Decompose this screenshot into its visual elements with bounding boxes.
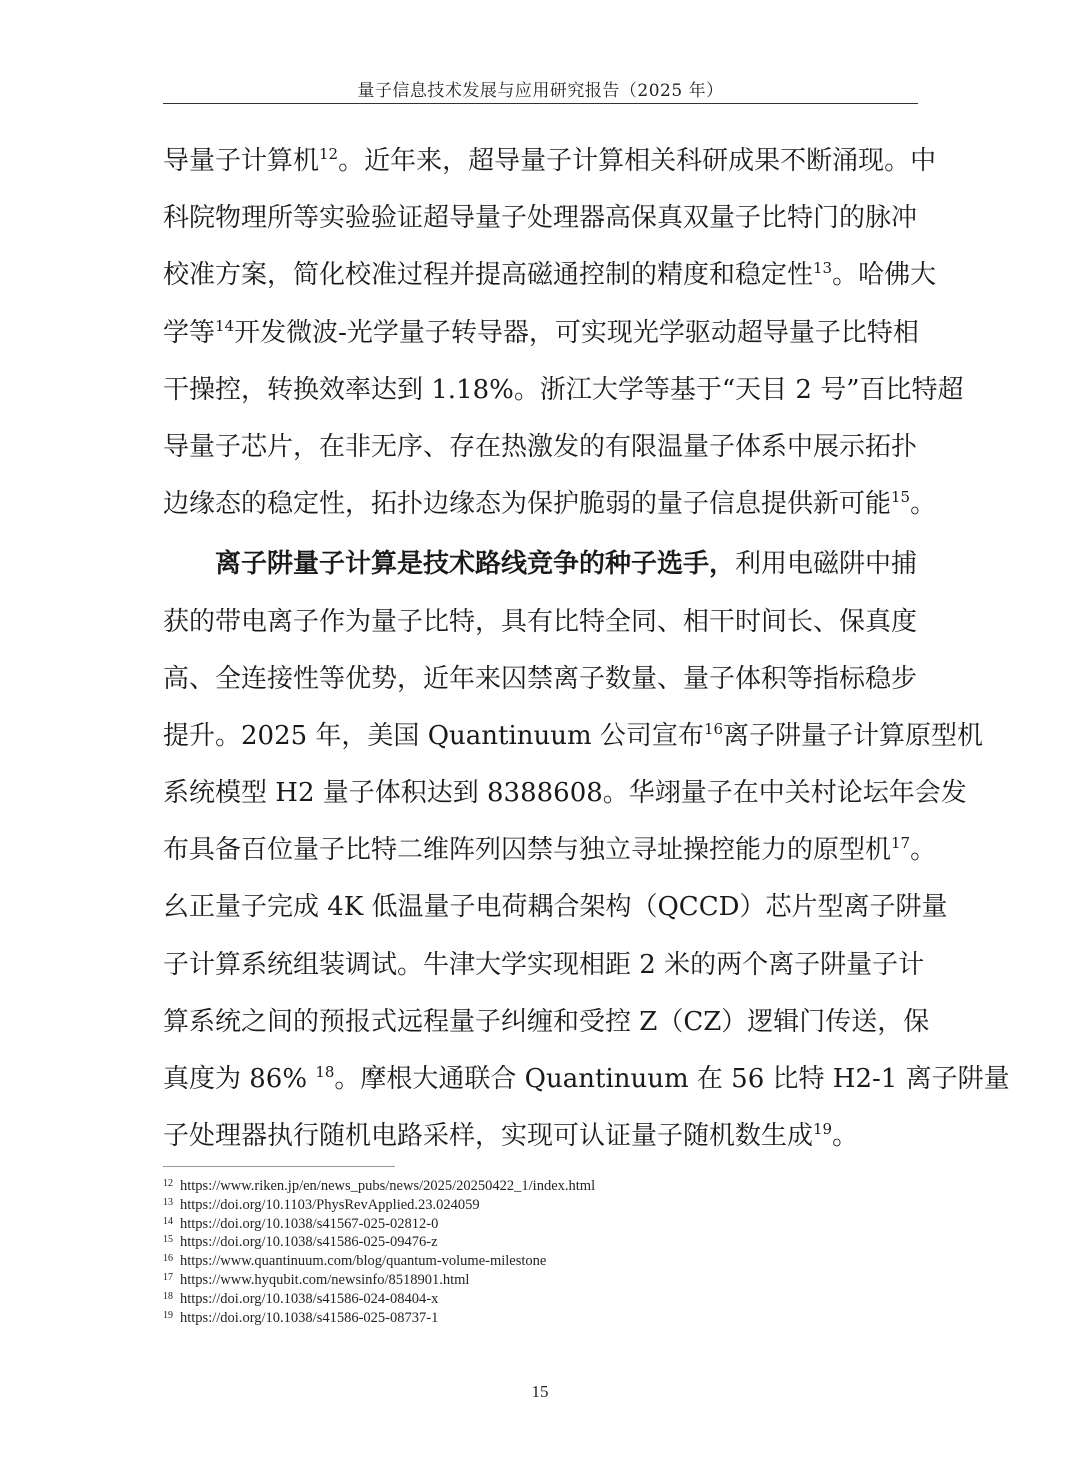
text-run: 。摩根大通联合 Quantinuum 在 56 比特 H2-1 离子阱量 bbox=[334, 1064, 1010, 1094]
footnote-separator bbox=[163, 1166, 395, 1167]
text-run: 。 bbox=[832, 1121, 859, 1152]
footnote-link[interactable]: https://doi.org/10.1038/s41586-024-08404-x bbox=[180, 1290, 439, 1307]
footnote: 14 https://doi.org/10.1038/s41567-025-02812-0 bbox=[163, 1215, 439, 1232]
text-run: 。哈佛大 bbox=[832, 260, 937, 291]
body-text bbox=[163, 133, 1010, 1165]
text-run: 离子阱量子计算原型机 bbox=[723, 720, 984, 751]
text-run: 边缘态的稳定性，拓扑边缘态为保护脆弱的量子信息提供新可能 bbox=[163, 489, 892, 520]
text-run: 。近年来，超导量子计算相关科研成果不断涌现。中 bbox=[338, 146, 937, 176]
footnote: 18 https://doi.org/10.1038/s41586-024-08404-x bbox=[163, 1290, 439, 1307]
text-run: 开发微波-光学量子转导器，可实现光学驱动超导量子比特相 bbox=[234, 317, 919, 348]
footnote-ref[interactable]: 15 bbox=[891, 488, 911, 507]
footnote: 16 https://www.quantinuum.com/blog/quantum-volume-milestone bbox=[163, 1253, 547, 1270]
paragraph-line bbox=[163, 133, 937, 190]
footnote-link[interactable]: https://www.riken.jp/en/news_pubs/news/2025/20250422_1/index.html bbox=[180, 1178, 596, 1194]
footnote-link[interactable]: https://doi.org/10.1038/s41567-025-02812-0 bbox=[180, 1215, 439, 1232]
paragraph-line: 幺正量子完成 4K 低温量子电荷耦合架构（QCCD）芯片型离子阱量 bbox=[163, 892, 948, 923]
paragraph-line: 高、全连接性等优势，近年来囚禁离子数量、量子体积等指标稳步 bbox=[163, 663, 918, 694]
paragraph-line: 干操控，转换效率达到 1.18%。浙江大学等基于“天目 2 号”百比特超 bbox=[163, 374, 964, 405]
text-run: 导量子计算机 bbox=[163, 146, 320, 176]
footnote: 17 https://www.hyqubit.com/newsinfo/8518901.html bbox=[163, 1271, 470, 1288]
footnote-link[interactable]: https://doi.org/10.1103/PhysRevApplied.23.024059 bbox=[180, 1196, 480, 1213]
page-number: 15 bbox=[531, 1382, 549, 1401]
running-header: 量子信息技术发展与应用研究报告（2025 年） bbox=[357, 81, 724, 101]
footnote-ref[interactable]: 13 bbox=[813, 259, 833, 278]
paragraph-line: 科院物理所等实验验证超导量子处理器高保真双量子比特门的脉冲 bbox=[163, 203, 918, 234]
paragraph-line bbox=[163, 822, 937, 879]
bold-lead-sentence: 离子阱量子计算是技术路线竞争的种子选手， bbox=[215, 549, 736, 580]
footnote-ref[interactable]: 16 bbox=[703, 719, 724, 738]
text-run: 校准方案，简化校准过程并提高磁通控制的精度和稳定性 bbox=[163, 260, 814, 291]
paragraph-line bbox=[163, 1108, 905, 1165]
text-run: 真度为 86% bbox=[163, 1064, 316, 1094]
footnote: 19 https://doi.org/10.1038/s41586-025-08737-1 bbox=[163, 1309, 439, 1326]
footnote-link[interactable]: https://doi.org/10.1038/s41586-025-09476-z bbox=[180, 1234, 438, 1251]
footnote: 13 https://doi.org/10.1103/PhysRevApplied.23.024059 bbox=[163, 1196, 480, 1213]
footnote-link[interactable]: https://www.hyqubit.com/newsinfo/8518901.html bbox=[180, 1271, 470, 1288]
footnote-ref[interactable]: 12 bbox=[319, 145, 339, 163]
paragraph-line: 系统模型 H2 量子体积达到 8388608。华翊量子在中关村论坛年会发 bbox=[163, 778, 967, 809]
text-run: 学等 bbox=[163, 317, 216, 348]
footnote: 15 https://doi.org/10.1038/s41586-025-09476-z bbox=[163, 1234, 438, 1251]
text-run: 提升。2025 年，美国 Quantinuum 公司宣布 bbox=[163, 720, 704, 751]
paragraph-line bbox=[163, 247, 937, 304]
footnote-ref[interactable]: 14 bbox=[215, 316, 235, 335]
footnote-ref[interactable]: 17 bbox=[891, 834, 911, 853]
paragraph-line bbox=[163, 476, 937, 533]
paragraph-line bbox=[163, 708, 984, 765]
footnote: 12 https://www.riken.jp/en/news_pubs/news/2025/20250422_1/index.html bbox=[163, 1178, 596, 1194]
text-run: 利用电磁阱中捕 bbox=[735, 549, 918, 580]
text-run: 布具备百位量子比特二维阵列囚禁与独立寻址操控能力的原型机 bbox=[163, 835, 892, 866]
footnote-link[interactable]: https://www.quantinuum.com/blog/quantum-volume-milestone bbox=[180, 1253, 547, 1270]
text-run: 。 bbox=[910, 489, 937, 520]
paragraph-line bbox=[163, 305, 919, 362]
text-run: 子处理器执行随机电路采样，实现可认证量子随机数生成 bbox=[163, 1121, 814, 1152]
paragraph-line: 子计算系统组装调试。牛津大学实现相距 2 米的两个离子阱量子计 bbox=[163, 949, 925, 980]
footnote-ref[interactable]: 19 bbox=[813, 1120, 833, 1139]
text-run: 。 bbox=[910, 835, 937, 866]
footnotes bbox=[163, 1177, 903, 1327]
footnote-ref[interactable]: 18 bbox=[315, 1063, 335, 1081]
header-rule bbox=[163, 103, 918, 104]
paragraph-line: 算系统之间的预报式远程量子纠缠和受控 Z（CZ）逻辑门传送，保 bbox=[163, 1006, 930, 1037]
footnote-link[interactable]: https://doi.org/10.1038/s41586-025-08737-1 bbox=[180, 1309, 439, 1326]
paragraph-line bbox=[163, 1051, 1010, 1108]
paragraph-line: 导量子芯片，在非无序、存在热激发的有限温量子体系中展示拓扑 bbox=[163, 431, 918, 462]
paragraph-line bbox=[163, 536, 918, 593]
paragraph-line: 获的带电离子作为量子比特，具有比特全同、相干时间长、保真度 bbox=[163, 606, 918, 637]
